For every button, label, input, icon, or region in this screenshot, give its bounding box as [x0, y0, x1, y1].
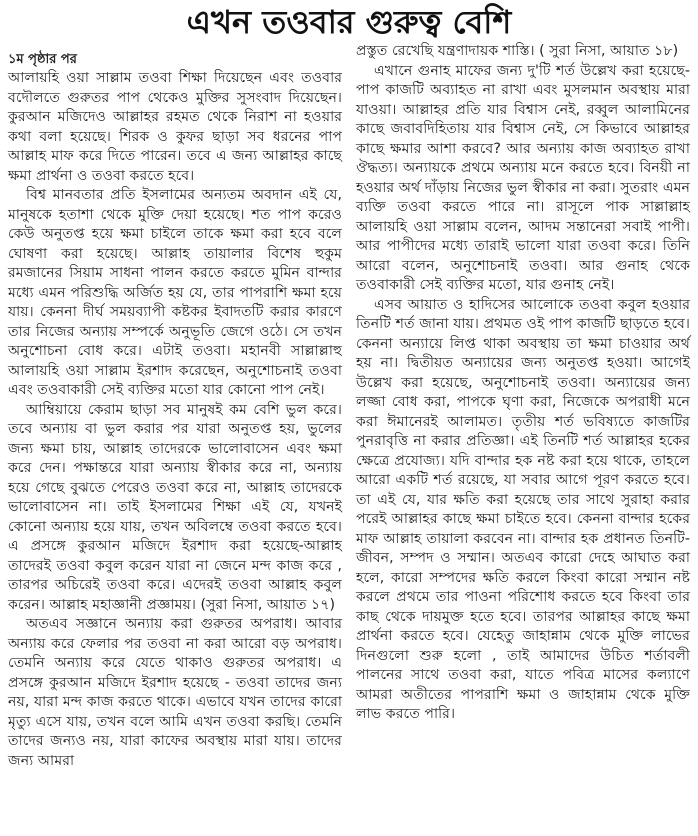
paragraph: প্রস্তুত রেখেছি যন্ত্রণাদায়ক শাস্তি। ( সুরা নিসা, আয়াত ১৮)	[356, 43, 679, 59]
article-column-right	[356, 42, 690, 725]
paragraph: আম্বিয়ায়ে কেরাম ছাড়া সব মানুষই কম বেশি ভুল করে। তবে অন্যায় বা ভুল করার পর যারা অনুতপ্ত হয়, ভুলের জন্য ক্ষমা চায়, আল্লাহ তাদেরকে ভালোবাসেন এবং ক্ষমা করে দেন। পক্ষান্তরে যারা অন্যায় স্বীকার করে না, অন্যায় হয়ে গেছে বুঝতে পেরেও তওবা করে না, আল্লাহ তাদেরকে ভালোবাসেন না। তাই ইসলামের শিক্ষা এই যে, যখনই কোনো অন্যায় হয়ে যায়, তখন অবিলম্বে তওবা করতে হবে। এ প্রসঙ্গে কুরআন মজিদে ইরশাদ করা হয়েছে-আল্লাহ তাদেরই তওবা কবুল করেন যারা না জেনে মন্দ কাজ করে , তারপর অচিরেই তওবা করে। এদেরই তওবা আল্লাহ কবুল করেন। আল্লাহ মহাজ্ঞানী প্রজ্ঞাময়। (সুরা নিসা, আয়াত ১৭)	[8, 401, 342, 613]
article-headline: এখন তওবার গুরুত্ব বেশি	[186, 3, 512, 41]
paragraph: বিশ্ব মানবতার প্রতি ইসলামের অন্যতম অবদান এই যে, মানুষকে হতাশা থেকে মুক্তি দেয়া হয়েছে। শত পাপ করেও কেউ অনুতপ্ত হয়ে ক্ষমা চাইলে তাকে ক্ষমা করা হবে বলে ঘোষণা করা হয়েছে। আল্লাহ তায়ালার বিশেষ হুকুম রমজানের সিয়াম সাধনা পালন করতে করতে মুমিন বান্দার মধ্যে এমন পরিশুদ্ধি অর্জিত হয় যে, তার পাপরাশি ক্ষমা হয়ে যায়। কেননা দীর্ঘ সময়ব্যাপী কষ্টকর ইবাদতটি করার কারণে তার নিজের অন্যায় সম্পর্কে অনুভূতি জেগে ওঠে। সে তখন অনুশোচনা বোধ করে। এটাই তওবা। মহানবী সাল্লাল্লাহু আলায়হি ওয়া সাল্লাম ইরশাদ করেছেন, অনুশোচনাই তওবা এবং তওবাকারী সেই ব্যক্তির মতো যার কোনো পাপ নেই।	[8, 187, 342, 398]
paragraph: অতএব সজ্ঞানে অন্যায় করা গুরুতর অপরাধ। আবার অন্যায় করে ফেলার পর তওবা না করা আরো বড় অপরাধ। তেমনি অন্যায় করে যেতে থাকাও গুরুতর অপরাধ। এ প্রসঙ্গে কুরআন মজিদে ইরশাদ হয়েছে - তওবা তাদের জন্য নয়, যারা মন্দ কাজ করতে থাকে। এভাবে যখন তাদের কারো মৃত্যু এসে যায়, তখন বলে আমি এখন তওবা করছি। তেমনি তাদের জন্যও নয়, যারা কাফের অবস্থায় মারা যায়। তাদের জন্য আমরা	[8, 616, 342, 769]
article-column-left	[8, 50, 342, 771]
paragraph: এখানে গুনাহ মাফের জন্য দু'টি শর্ত উল্লেখ করা হয়েছে- পাপ কাজটি অব্যাহত না রাখা এবং মুসলমান অবস্থায় মারা যাওয়া। আল্লাহর প্রতি যার বিশ্বাস নেই, রব্বুল আলামিনের কাছে জবাবদিহিতায় যার বিশ্বাস নেই, সে কিভাবে আল্লাহর কাছে ক্ষমার আশা করবে? আর অন্যায় কাজ অব্যাহত রাখা ঔদ্ধত্য। অন্যায়কে প্রথমে অন্যায় মনে করতে হবে। বিনয়ী না হওয়ার অর্থ দাঁড়ায় নিজের ভুল স্বীকার না করা। সুতরাং এমন ব্যক্তি তওবা করতে পারে না। রাসূলে পাক সাল্লাল্লাহ আলায়হি ওয়া সাল্লাম বলেন, আদম সন্তানেরা সবাই পাপী। আর পাপীদের মধ্যে তারাই ভালো যারা তওবা করে। তিনি আরো বলেন, অনুশোচনাই তওবা। আর গুনাহ থেকে তওবাকারী সেই ব্যক্তির মতো, যার গুনাহ নেই।	[356, 62, 690, 293]
paragraph: এসব আয়াত ও হাদিসের আলোকে তওবা কবুল হওয়ার তিনটি শর্ত জানা যায়। প্রথমত ওই পাপ কাজটি ছাড়তে হবে। কেননা অন্যায়ে লিপ্ত থাকা অবস্থায় তা ক্ষমা চাওয়ার অর্থ হয় না। দ্বিতীয়ত অন্যায়ের জন্য অনুতপ্ত হওয়া। আগেই উল্লেখ করা হয়েছে, অনুশোচনাই তওবা। অন্যায়ের জন্য লজ্জা বোধ করা, পাপকে ঘৃণা করা, নিজেকে অপরাধী মনে করা ঈমানেরই আলামত। তৃতীয় শর্ত ভবিষ্যতে কাজটির পুনরাবৃত্তি না করার প্রতিজ্ঞা। এই তিনটি শর্ত আল্লাহর হকের ক্ষেত্রে প্রযোজ্য। যদি বান্দার হক নষ্ট করা হয়ে থাকে, তাহলে আরো একটি শর্ত রয়েছে, যা সবার আগে পূরণ করতে হবে। তা এই যে, যার ক্ষতি করা হয়েছে তার সাথে সুরাহা করার পরেই আল্লাহর কাছে ক্ষমা চাইতে হবে। কেননা বান্দার হকের মাফ আল্লাহ তায়ালা করবেন না। বান্দার হক প্রধানত তিনটি- জীবন, সম্পদ ও সম্মান। অতএব কারো দেহে আঘাত করা হলে, কারো সম্পদের ক্ষতি করলে কিংবা কারো সম্মান নষ্ট করলে প্রথমে তার পাওনা পরিশোধ করতে হবে কিংবা তার কাছ থেকে দায়মুক্ত হতে হবে। তারপর আল্লাহর কাছে ক্ষমা প্রার্থনা করতে হবে। যেহেতু জাহান্নাম থেকে মুক্তি লাভের দিনগুলো শুরু হলো , তাই আমাদের উচিত শর্তাবলী পালনের সাথে তওবা করা, যাতে পবিত্র মাসের কল্যাণে আমরা অতীতের পাপরাশি ক্ষমা ও জাহান্নাম থেকে মুক্তি লাভ করতে পারি।	[356, 296, 690, 722]
continuation-byline: ১ম পৃষ্ঠার পর	[8, 52, 77, 67]
paragraph: আলায়হি ওয়া সাল্লাম তওবা শিক্ষা দিয়েছেন এবং তওবার বদৌলতে গুরুতর পাপ থেকেও মুক্তির সুসংবাদ দিয়েছেন। কুরআন মজিদেও আল্লাহর রহমত থেকে নিরাশ না হওয়ার কথা বলা হয়েছে। শিরক ও কুফর ছাড়া সব ধরনের পাপ আল্লাহ মাফ করে দিতে পারেন। তবে এ জন্য আল্লাহর কাছে ক্ষমা প্রার্থনা ও তওবা করতে হবে।	[8, 70, 342, 184]
